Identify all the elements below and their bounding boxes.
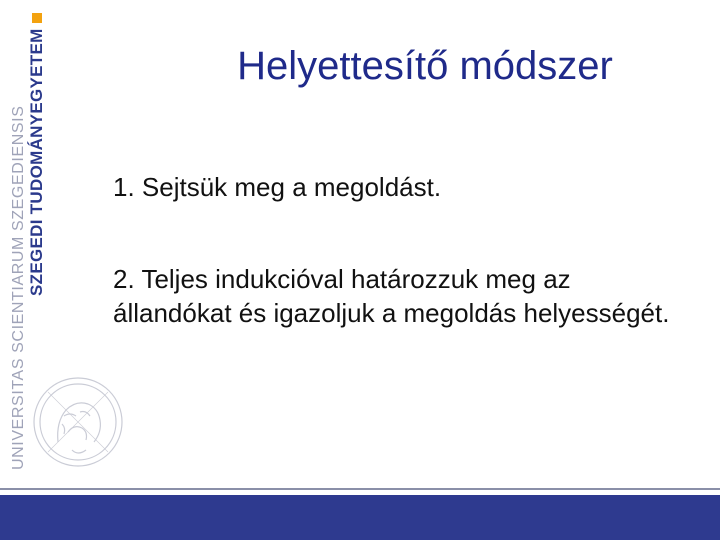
university-seal-icon [28, 372, 128, 472]
list-item: 2. Teljes indukcióval határozzuk meg az állandókat és igazoljuk a megoldás helyességét. [113, 264, 670, 328]
university-motto: UNIVERSITAS SCIENTIARUM SZEGEDIENSIS [10, 105, 27, 470]
logo-square [32, 13, 42, 23]
footer-bar [0, 495, 720, 540]
list-item: 1. Sejtsük meg a megoldást. [113, 172, 442, 202]
university-name: SZEGEDI TUDOMÁNYEGYETEM [27, 28, 46, 296]
footer-divider [0, 488, 720, 490]
slide-title: Helyettesítő módszer [237, 44, 613, 88]
